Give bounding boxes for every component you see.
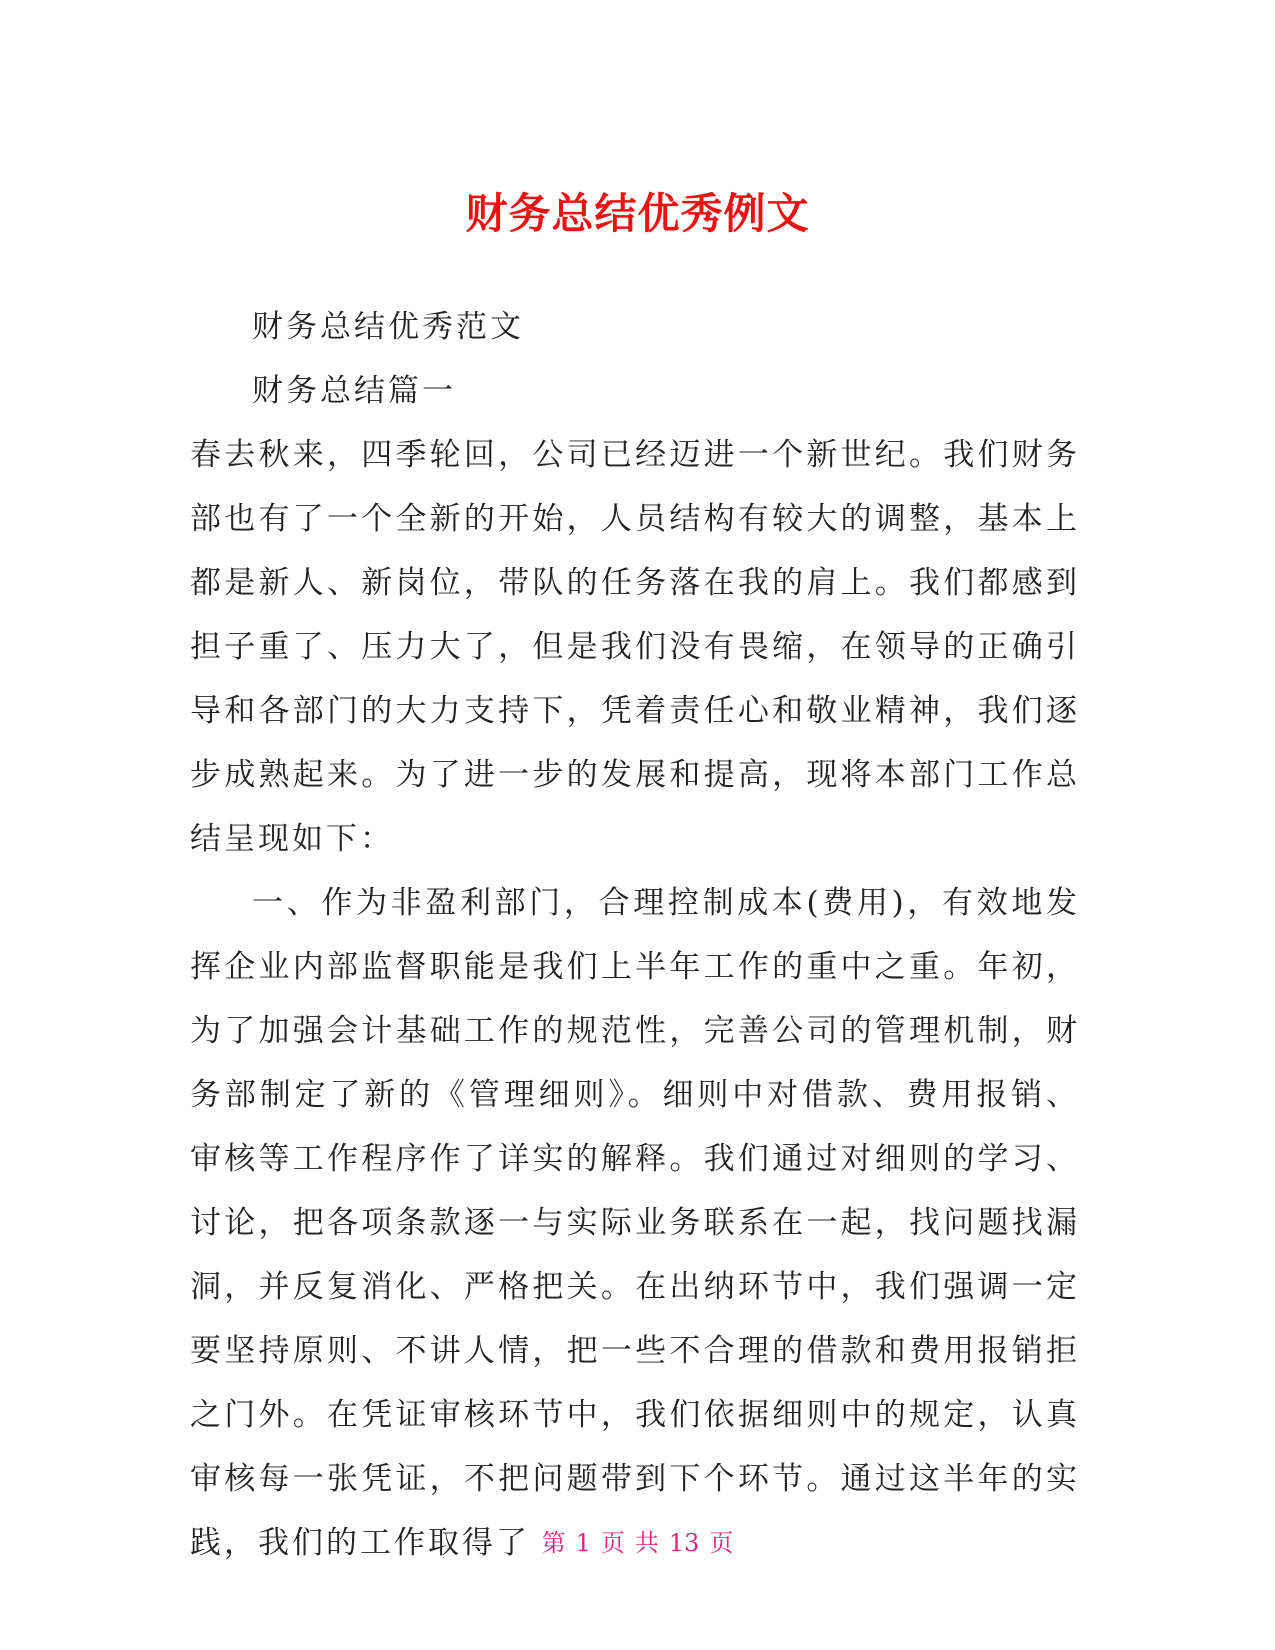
body-paragraph-intro: 春去秋来，四季轮回，公司已经迈进一个新世纪。我们财务部也有了一个全新的开始，人员结构有较大的调整，基本上都是新人、新岗位，带队的任务落在我的肩上。我们都感到担子重了、压力大了，但是我们没有畏缩，在领导的正确引导和各部门的大力支持下，凭着责任心和敬业精神，我们逐步成熟起来。为了进一步的发展和提高，现将本部门工作总结呈现如下： <box>190 437 1080 857</box>
page-title: 财务总结优秀例文 <box>465 189 810 239</box>
subtitle-paragraph: 财务总结优秀范文 <box>252 309 524 345</box>
body-paragraph-section-one: 一、作为非盈利部门，合理控制成本(费用)，有效地发挥企业内部监督职能是我们上半年工作的重中之重。年初，为了加强会计基础工作的规范性，完善公司的管理机制，财务部制定了新的《管理细则》。细则中对借款、费用报销、审核等工作程序作了详实的解释。我们通过对细则的学习、讨论，把各项条款逐一与实际业务联系在一起，找问题找漏洞，并反复消化、严格把关。在出纳环节中，我们强调一定要坚持原则、不讲人情，把一些不合理的借款和费用报销拒之门外。在凭证审核环节中，我们依据细则中的规定，认真审核每一张凭证，不把问题带到下个环节。通过这半年的实践，我们的工作取得了 <box>190 885 1080 1561</box>
footer-current-page: 1 <box>575 1529 591 1557</box>
footer-prefix: 第 <box>541 1529 566 1557</box>
footer-total-word: 共 <box>634 1529 659 1557</box>
footer-page-word: 页 <box>600 1529 625 1557</box>
footer-suffix: 页 <box>709 1529 734 1557</box>
footer-total-pages: 13 <box>668 1529 700 1557</box>
page-footer <box>0 1523 1275 1558</box>
section-heading-paragraph: 财务总结篇一 <box>252 373 456 409</box>
document-body <box>190 295 1080 1575</box>
